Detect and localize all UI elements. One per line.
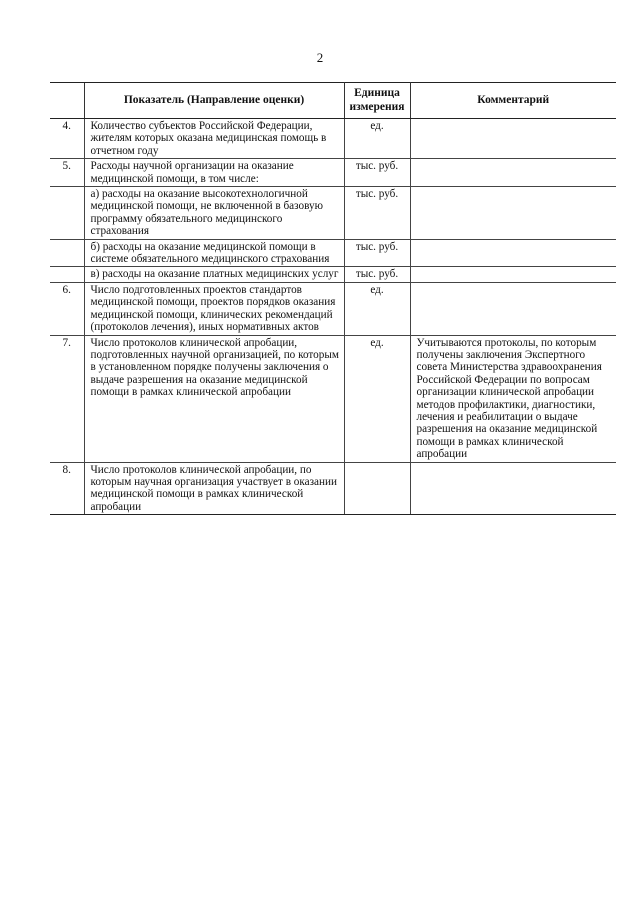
table-row <box>50 462 616 515</box>
row-comment <box>410 239 616 267</box>
row-indicator: а) расходы на оказание высокотехнологичной медицинской помощи, не включенной в базовую программу обязательного медицинского страхования <box>84 187 344 240</box>
row-indicator: Число подготовленных проектов стандартов медицинской помощи, проектов порядков оказания медицинской помощи, клинических рекомендаций (протоколов лечения), иных нормативных актов <box>84 282 344 335</box>
row-number <box>50 187 84 240</box>
row-comment <box>410 282 616 335</box>
row-comment <box>410 119 616 159</box>
row-number: 7. <box>50 335 84 462</box>
row-indicator: Число протоколов клинической апробации, подготовленных научной организацией, по которым в установленном порядке получены заключения о выдаче разрешения на оказание медицинской помощи в рамках клинической апробации <box>84 335 344 462</box>
header-unit: Единица измерения <box>344 83 410 119</box>
header-number <box>50 83 84 119</box>
row-number: 4. <box>50 119 84 159</box>
row-comment <box>410 159 616 187</box>
row-unit: ед. <box>344 335 410 462</box>
row-comment: Учитываются протоколы, по которым получены заключения Экспертного совета Министерства здравоохранения Российской Федерации по вопросам организации клинической апробации методов профилактики, диагностики, лечения и реабилитации о выдаче разрешения на оказание медицинской помощи в рамках клинической апробации <box>410 335 616 462</box>
row-number <box>50 267 84 282</box>
row-unit: ед. <box>344 119 410 159</box>
page-number: 2 <box>316 50 324 65</box>
row-comment <box>410 187 616 240</box>
table-row <box>50 282 616 335</box>
table-header-row <box>50 83 616 119</box>
header-comment: Комментарий <box>410 83 616 119</box>
table-row <box>50 239 616 267</box>
table-row <box>50 119 616 159</box>
row-unit: тыс. руб. <box>344 187 410 240</box>
row-unit: ед. <box>344 282 410 335</box>
row-indicator: б) расходы на оказание медицинской помощи в системе обязательного медицинского страхования <box>84 239 344 267</box>
table-row <box>50 159 616 187</box>
row-indicator: Количество субъектов Российской Федерации, жителям которых оказана медицинская помощь в отчетном году <box>84 119 344 159</box>
table-row <box>50 335 616 462</box>
row-comment <box>410 462 616 515</box>
row-comment <box>410 267 616 282</box>
row-unit: тыс. руб. <box>344 267 410 282</box>
table-row <box>50 187 616 240</box>
header-indicator: Показатель (Направление оценки) <box>84 83 344 119</box>
row-unit: тыс. руб. <box>344 239 410 267</box>
row-number: 6. <box>50 282 84 335</box>
row-number: 5. <box>50 159 84 187</box>
row-indicator: в) расходы на оказание платных медицинских услуг <box>84 267 344 282</box>
row-unit <box>344 462 410 515</box>
table-row <box>50 267 616 282</box>
indicators-table <box>50 82 616 515</box>
row-indicator: Число протоколов клинической апробации, по которым научная организация участвует в оказании медицинской помощи в рамках клинической апробации <box>84 462 344 515</box>
row-unit: тыс. руб. <box>344 159 410 187</box>
row-number <box>50 239 84 267</box>
row-indicator: Расходы научной организации на оказание медицинской помощи, в том числе: <box>84 159 344 187</box>
row-number: 8. <box>50 462 84 515</box>
